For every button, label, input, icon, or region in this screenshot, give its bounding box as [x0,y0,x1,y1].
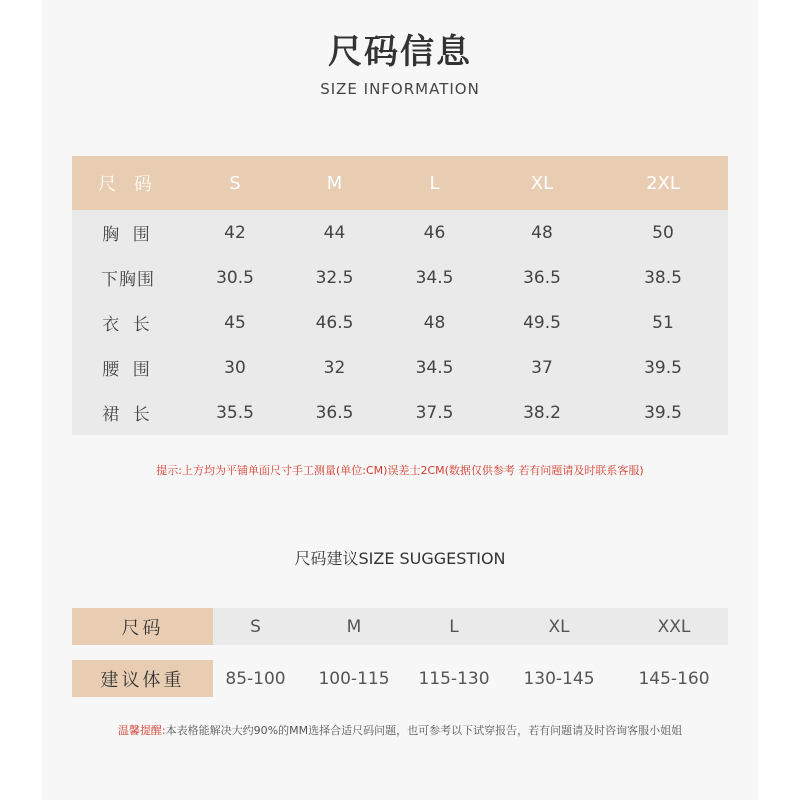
table-cell: 36.5 [286,390,383,435]
table-cell: 38.2 [486,390,598,435]
table-row [72,345,728,390]
size-header-label: 尺 码 [98,174,158,195]
suggestion-weight: 145-160 [638,668,710,689]
page-subtitle: SIZE INFORMATION [320,80,480,98]
suggestion-weight: 130-145 [523,668,595,689]
size-table [72,156,728,435]
table-cell: 39.5 [598,345,728,390]
size-header-l: L [429,172,440,194]
row-label: 裙 长 [72,390,184,435]
row-spacer [72,645,728,660]
reminder-note [0,722,800,738]
table-cell: 50 [598,210,728,255]
suggestion-size-label: 尺码 [72,608,213,645]
table-cell: 34.5 [383,255,486,300]
table-cell: 51 [598,300,728,345]
table-cell: 39.5 [598,390,728,435]
table-row [72,210,728,255]
suggestion-weight: 115-130 [418,668,490,689]
row-label: 胸 围 [72,210,184,255]
table-cell: 46 [383,210,486,255]
table-row [72,300,728,345]
reminder-text: 本表格能解决大约90%的MM选择合适尺码问题，也可参考以下试穿报告，若有问题请及时咨询客服小姐姐 [165,724,683,737]
size-header-2xl: 2XL [646,172,680,194]
table-cell: 38.5 [598,255,728,300]
suggestion-size: S [213,608,298,645]
suggestion-size: XXL [620,608,728,645]
suggestion-size: XL [498,608,620,645]
size-header-s: S [229,172,241,194]
table-cell: 30 [184,345,286,390]
suggestion-size: L [410,608,498,645]
table-cell: 36.5 [486,255,598,300]
row-label: 腰 围 [72,345,184,390]
table-cell: 35.5 [184,390,286,435]
measurement-note: 提示:上方均为平铺单面尺寸手工测量(单位:CM)误差士2CM(数据仅供参考 若有问题请及时联系客服) [156,464,644,477]
suggestion-weight: 100-115 [318,668,390,689]
table-cell: 30.5 [184,255,286,300]
suggestion-weight: 85-100 [225,668,286,689]
suggestion-size: M [298,608,410,645]
table-cell: 45 [184,300,286,345]
size-header-xl: XL [530,172,554,194]
suggestion-title: 尺码建议SIZE SUGGESTION [294,549,506,568]
size-header-m: M [326,172,343,194]
row-label: 衣 长 [72,300,184,345]
table-cell: 48 [486,210,598,255]
table-cell: 32.5 [286,255,383,300]
table-cell: 49.5 [486,300,598,345]
size-table-header-row [72,156,728,210]
table-cell: 32 [286,345,383,390]
page-title: 尺码信息 [328,32,472,72]
suggestion-weight-label: 建议体重 [72,660,213,697]
table-row [72,255,728,300]
table-row [72,390,728,435]
table-cell: 37.5 [383,390,486,435]
table-cell: 34.5 [383,345,486,390]
table-cell: 46.5 [286,300,383,345]
suggestion-table [72,608,728,697]
table-cell: 44 [286,210,383,255]
suggestion-size-row [72,608,728,645]
table-cell: 48 [383,300,486,345]
table-cell: 37 [486,345,598,390]
table-cell: 42 [184,210,286,255]
reminder-highlight: 温馨提醒: [117,724,166,737]
row-label: 下胸围 [72,255,184,300]
suggestion-weight-row [72,660,728,697]
